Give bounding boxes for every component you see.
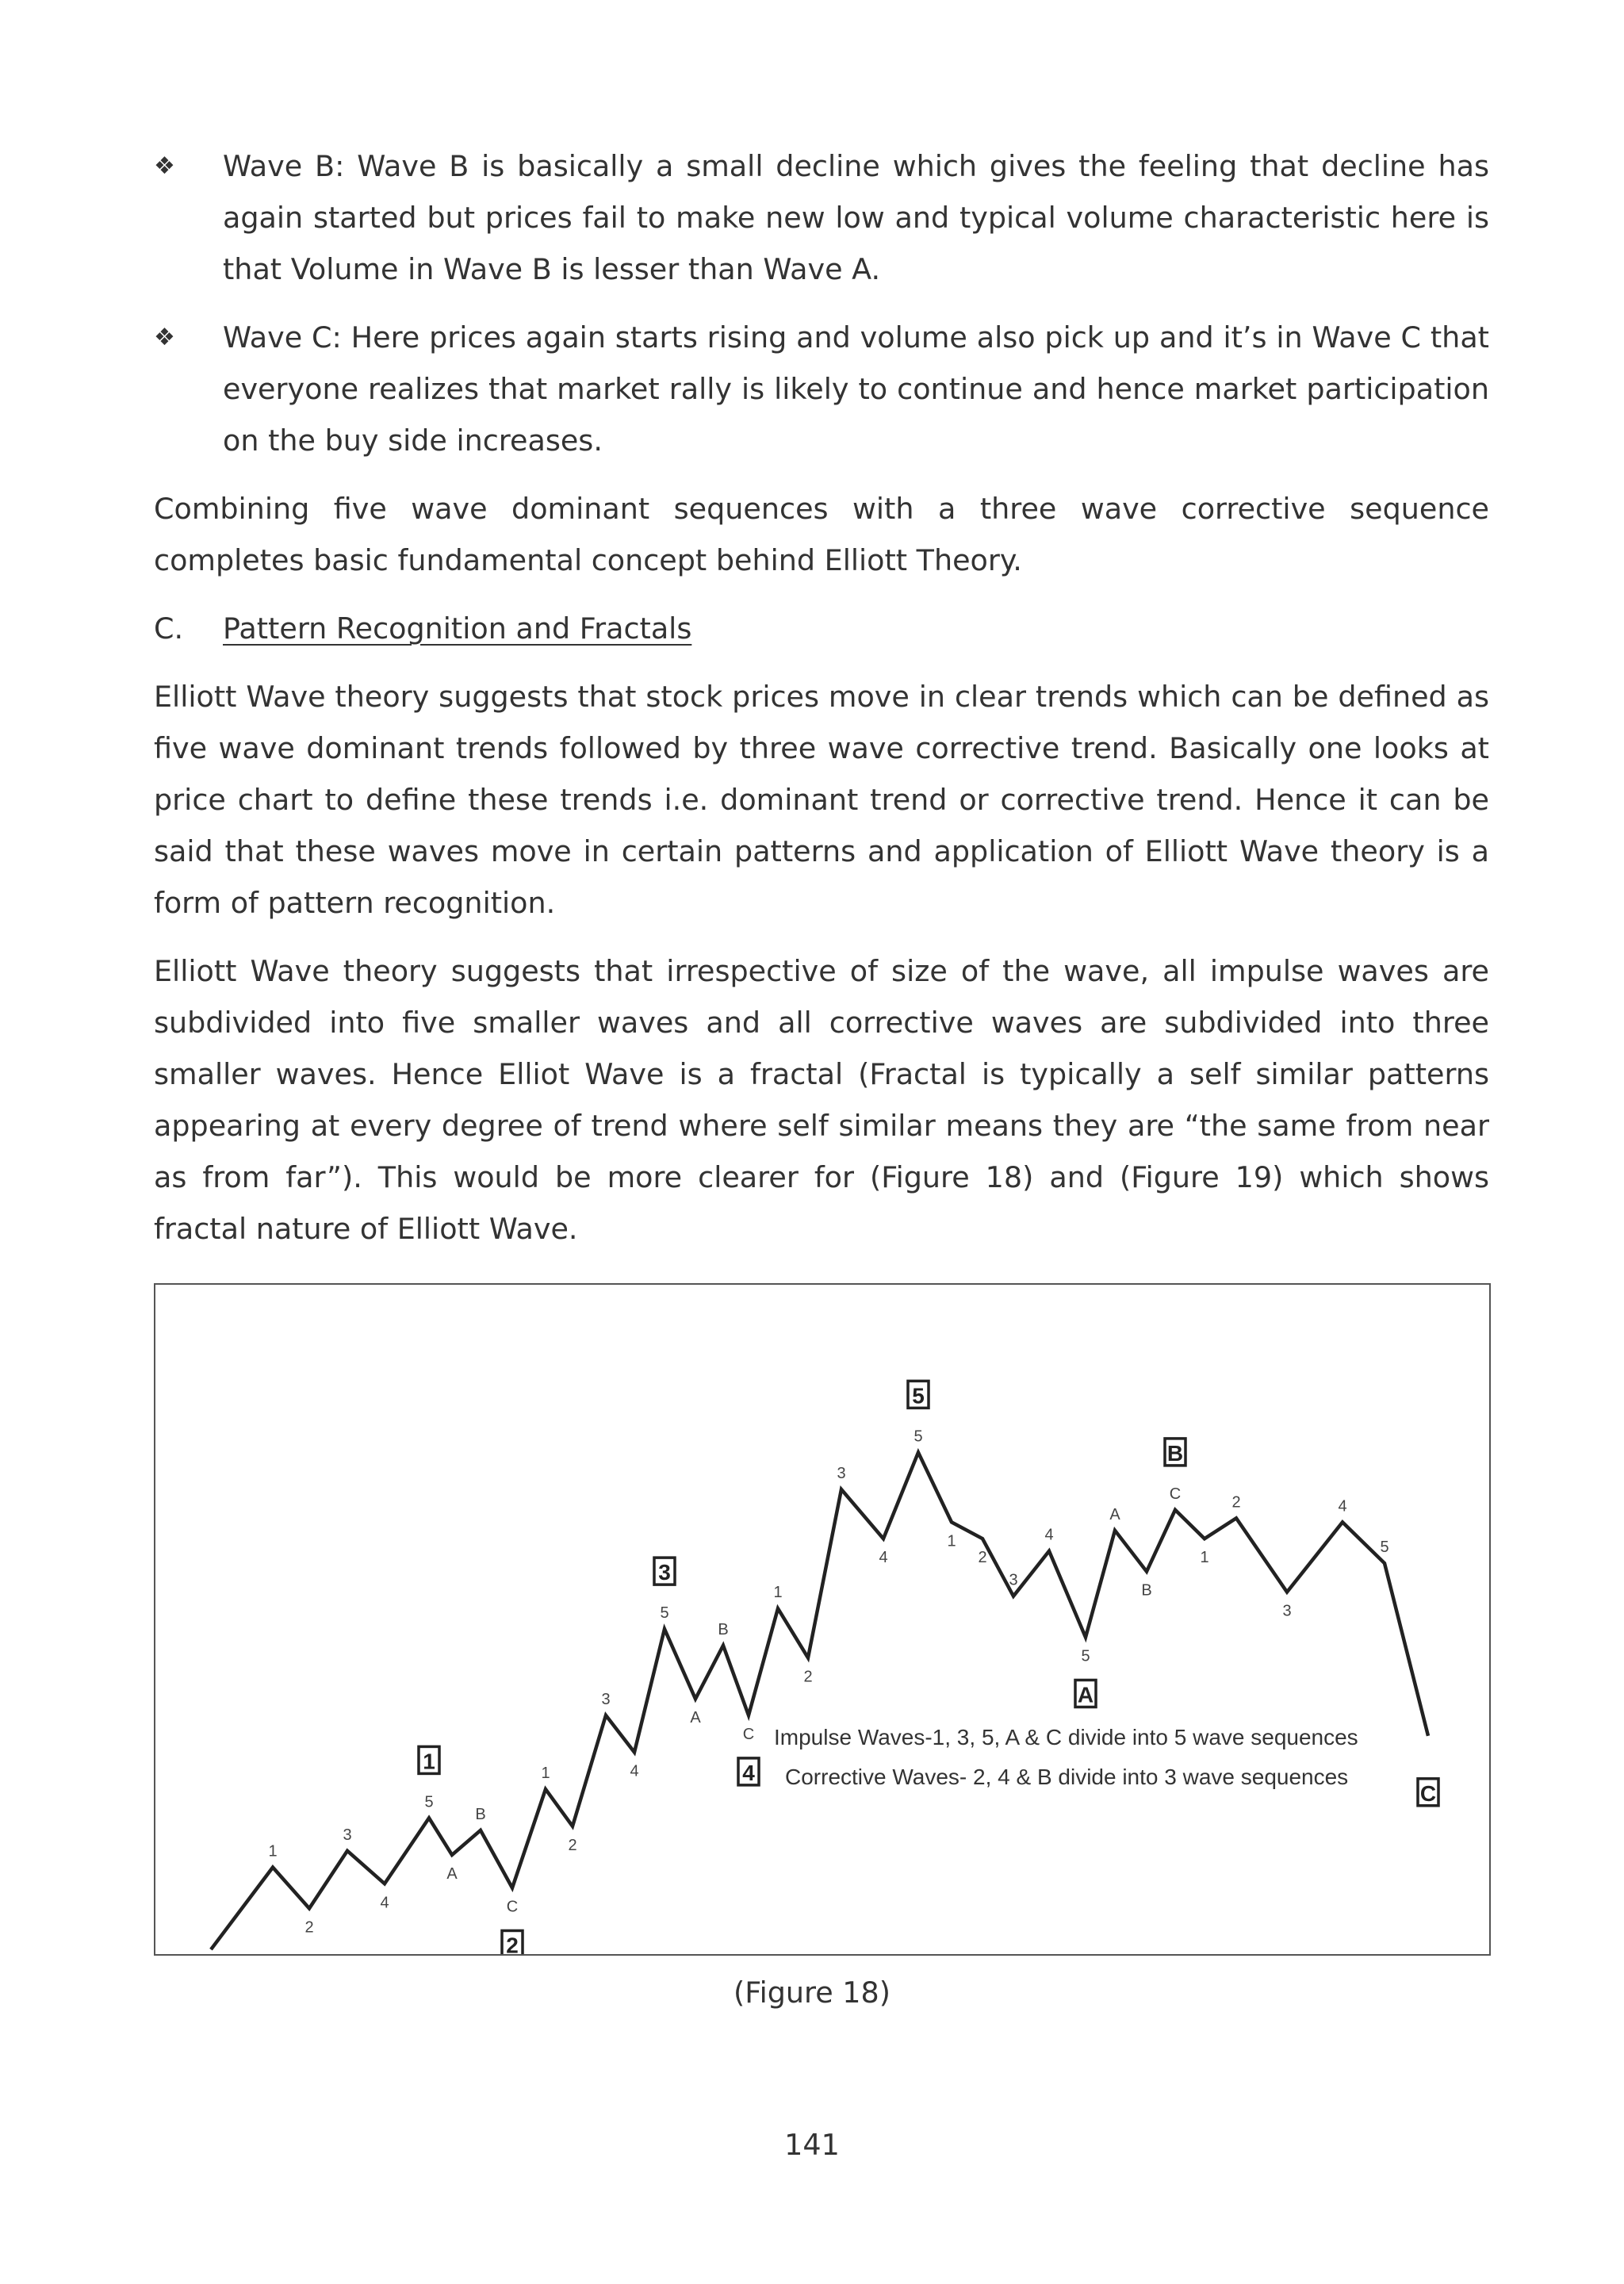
minor-wave-label: 5 bbox=[424, 1793, 434, 1811]
major-wave-labels bbox=[419, 1381, 1438, 1954]
figure-18 bbox=[154, 1283, 1491, 1956]
bullet-text-wave-b: Wave B: Wave B is basically a small decline which gives the feeling that decline has again started but prices fail to make new low and typical volume characteristic here is that Volume in Wave B is lesser than Wave A. bbox=[223, 149, 1489, 286]
minor-wave-label: A bbox=[446, 1865, 458, 1884]
major-wave-label: A bbox=[1077, 1682, 1094, 1707]
minor-wave-label: 3 bbox=[1282, 1602, 1292, 1620]
minor-wave-label: 2 bbox=[803, 1668, 813, 1686]
figure-caption: (Figure 18) bbox=[733, 1976, 891, 2010]
minor-wave-label: 3 bbox=[1009, 1571, 1018, 1589]
major-wave-label: B bbox=[1166, 1440, 1184, 1466]
minor-wave-label: 1 bbox=[773, 1584, 783, 1602]
minor-wave-label: A bbox=[690, 1709, 701, 1727]
minor-wave-label: 4 bbox=[630, 1762, 639, 1780]
minor-wave-label: 3 bbox=[343, 1826, 352, 1844]
minor-wave-label: 2 bbox=[568, 1836, 577, 1854]
paragraph-combining: Combining five wave dominant sequences with a three wave corrective sequence completes basic fundamental concept behind Elliott Theory. bbox=[154, 492, 1489, 577]
diamond-bullet-icon: ❖ bbox=[154, 324, 175, 351]
minor-wave-label: 5 bbox=[1081, 1647, 1090, 1665]
minor-wave-label: 4 bbox=[380, 1894, 389, 1912]
section-title: Pattern Recognition and Fractals bbox=[223, 611, 692, 646]
minor-wave-label: 2 bbox=[1231, 1493, 1241, 1512]
legend-impulse: Impulse Waves-1, 3, 5, A & C divide into 5 wave sequences bbox=[774, 1725, 1358, 1749]
paragraph-fractal: Elliott Wave theory suggests that irrespective of size of the wave, all impulse waves are subdivided into five smaller waves and all corrective waves are subdivided into three smaller waves. Hence Elliot Wave is a fractal (Fractal is typically a self similar patterns appearing at every degree of trend where self similar means they are “the same from near as from far”). This would be more clearer for (Figure 18) and (Figure 19) which shows fractal nature of Elliott Wave. bbox=[154, 954, 1489, 1246]
minor-wave-label: B bbox=[718, 1620, 729, 1638]
minor-wave-label: A bbox=[1109, 1505, 1120, 1523]
major-wave-label: 5 bbox=[912, 1383, 925, 1408]
minor-wave-label: 5 bbox=[914, 1428, 923, 1446]
minor-wave-label: 1 bbox=[1200, 1549, 1209, 1567]
legend-corrective: Corrective Waves- 2, 4 & B divide into 3 wave sequences bbox=[785, 1765, 1349, 1789]
major-wave-label: 4 bbox=[742, 1760, 755, 1785]
minor-wave-label: 4 bbox=[1338, 1497, 1347, 1516]
section-heading bbox=[154, 603, 691, 654]
minor-wave-label: 3 bbox=[601, 1690, 611, 1708]
major-wave-marker bbox=[1075, 1680, 1096, 1707]
minor-wave-label: B bbox=[1141, 1581, 1152, 1600]
major-wave-marker bbox=[654, 1558, 675, 1585]
minor-wave-label: 4 bbox=[1044, 1526, 1054, 1544]
minor-wave-label: 1 bbox=[541, 1765, 550, 1783]
paragraph-pattern-recognition: Elliott Wave theory suggests that stock prices move in clear trends which can be defined as five wave dominant trends followed by three wave corrective trend. Basically one looks at price chart to define these trends i.e. dominant trend or corrective trend. Hence it can be said that these waves move in certain patterns and application of Elliott Wave theory is a form of pattern recognition. bbox=[154, 680, 1489, 920]
wave-series-line bbox=[211, 1452, 1428, 1949]
minor-wave-label: 5 bbox=[1380, 1539, 1389, 1557]
major-wave-label: 1 bbox=[423, 1749, 435, 1774]
major-wave-marker bbox=[1418, 1779, 1438, 1806]
minor-wave-label: C bbox=[1169, 1485, 1182, 1503]
page-number: 141 bbox=[784, 2128, 840, 2162]
minor-wave-labels bbox=[268, 1428, 1388, 1936]
section-number: C. bbox=[154, 611, 184, 646]
bullet-text-wave-c: Wave C: Here prices again starts rising and volume also pick up and it’s in Wave C that everyone realizes that market rally is likely to continue and hence market participation on the buy side increases. bbox=[223, 320, 1489, 458]
major-wave-marker bbox=[419, 1746, 439, 1773]
major-wave-label: 3 bbox=[658, 1560, 671, 1585]
elliott-wave-chart bbox=[155, 1285, 1489, 1954]
diamond-bullet-icon: ❖ bbox=[154, 152, 175, 180]
minor-wave-label: 1 bbox=[947, 1532, 956, 1550]
major-wave-marker bbox=[908, 1381, 929, 1408]
minor-wave-label: C bbox=[506, 1898, 519, 1916]
minor-wave-label: 2 bbox=[978, 1549, 987, 1567]
major-wave-marker bbox=[1165, 1439, 1185, 1466]
minor-wave-label: 3 bbox=[837, 1465, 846, 1482]
major-wave-marker bbox=[738, 1758, 759, 1785]
major-wave-label: 2 bbox=[506, 1933, 519, 1954]
major-wave-label: C bbox=[1419, 1780, 1437, 1806]
minor-wave-label: B bbox=[475, 1805, 486, 1823]
major-wave-marker bbox=[502, 1930, 523, 1954]
minor-wave-label: 5 bbox=[660, 1604, 669, 1623]
minor-wave-label: 4 bbox=[879, 1549, 888, 1567]
minor-wave-label: 2 bbox=[304, 1918, 314, 1937]
minor-wave-label: 1 bbox=[268, 1842, 278, 1861]
minor-wave-label: C bbox=[742, 1725, 755, 1743]
